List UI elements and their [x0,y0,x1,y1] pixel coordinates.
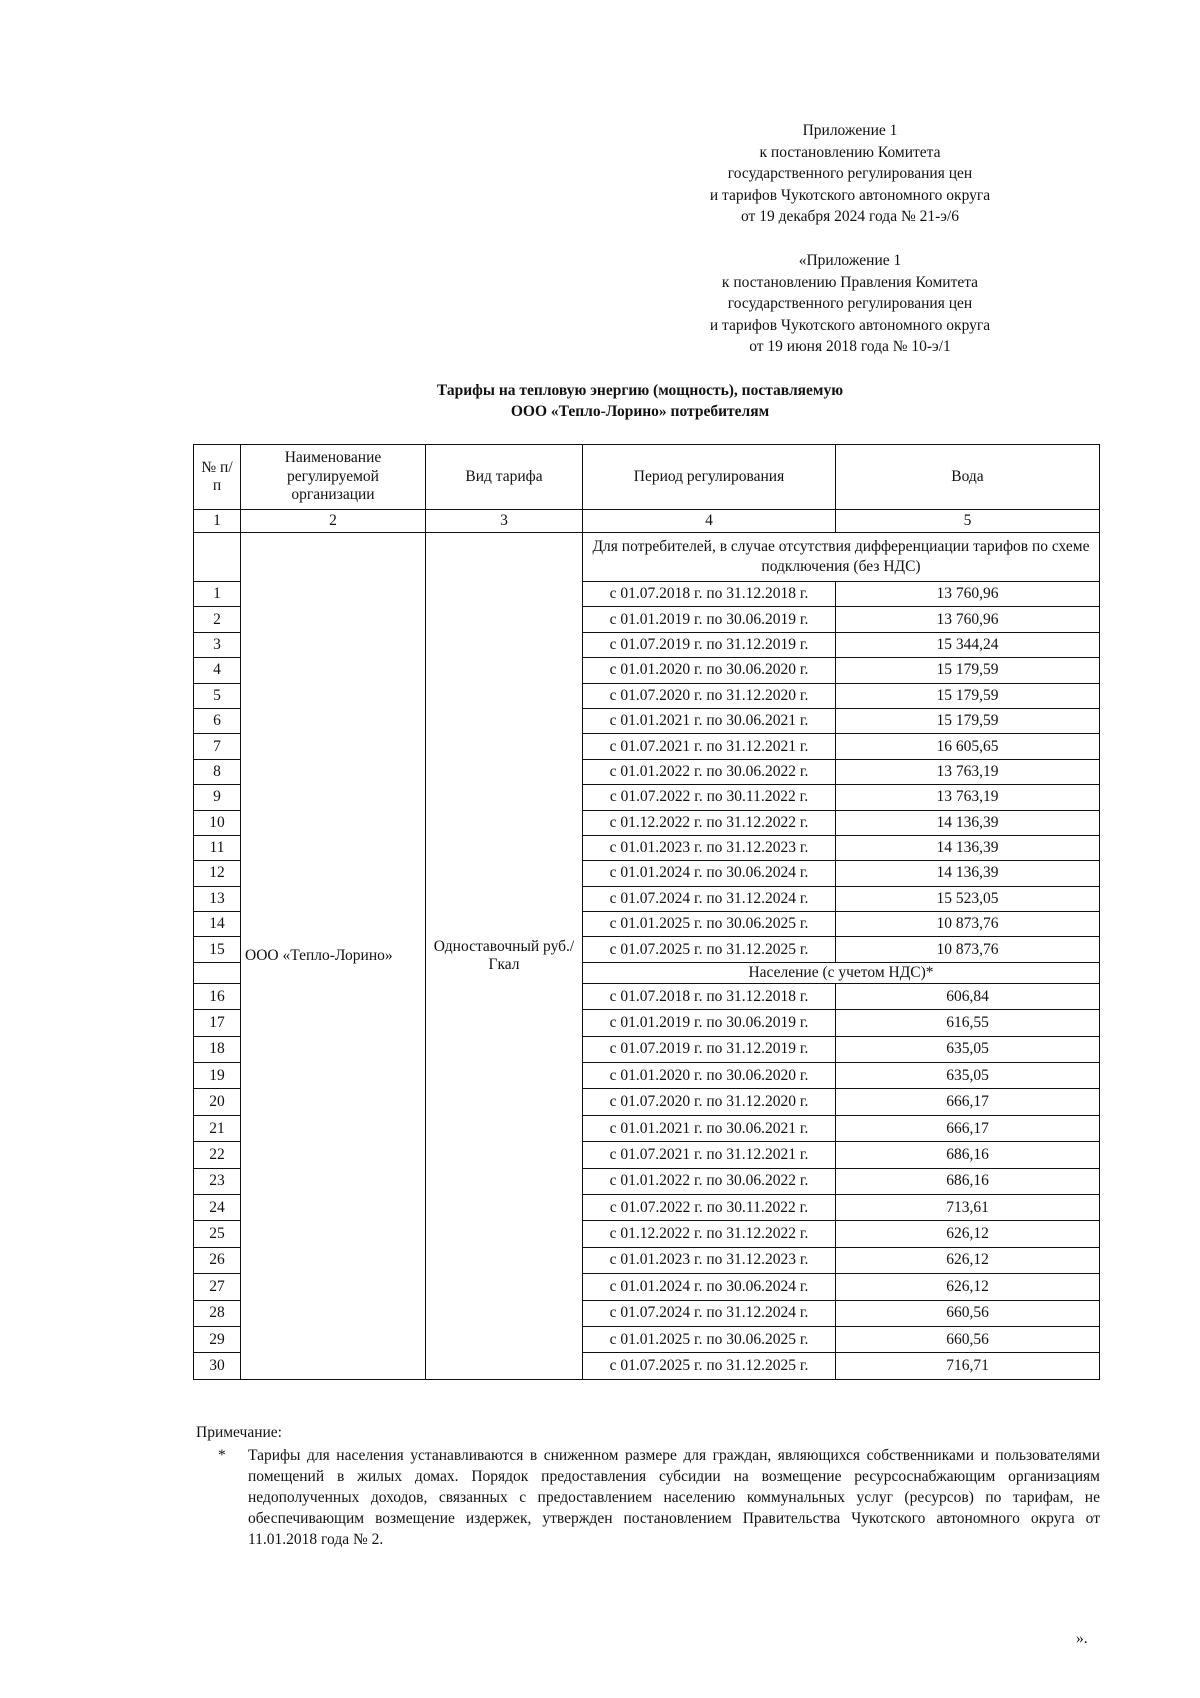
row-number: 21 [194,1115,241,1141]
period-cell: с 01.01.2020 г. по 30.06.2020 г. [583,1063,836,1089]
row-number: 25 [194,1221,241,1247]
group-header-row [194,533,1100,582]
row-number: 24 [194,1194,241,1220]
period-cell: с 01.07.2024 г. по 31.12.2024 г. [583,886,836,911]
row-number: 2 [194,607,241,632]
row-number: 23 [194,1168,241,1194]
period-cell: с 01.07.2020 г. по 31.12.2020 г. [583,683,836,708]
period-cell: с 01.07.2025 г. по 31.12.2025 г. [583,937,836,962]
period-cell: с 01.07.2022 г. по 30.11.2022 г. [583,785,836,810]
water-value-cell: 15 179,59 [836,708,1100,733]
row-number: 9 [194,785,241,810]
period-cell: с 01.01.2025 г. по 30.06.2025 г. [583,1326,836,1352]
footnote [196,1422,1100,1550]
water-value-cell: 14 136,39 [836,810,1100,835]
water-value-cell: 626,12 [836,1221,1100,1247]
water-value-cell: 13 763,19 [836,759,1100,784]
period-cell: с 01.01.2019 г. по 30.06.2019 г. [583,1010,836,1036]
water-value-cell: 626,12 [836,1247,1100,1273]
original-appendix-header-line: к постановлению Правления Комитета [721,273,979,291]
period-cell: с 01.07.2019 г. по 31.12.2019 г. [583,1036,836,1062]
footnote-item [196,1445,1100,1550]
header-period: Период регулирования [583,445,836,510]
organization-cell: ООО «Тепло-Лорино» [241,533,426,1380]
header-tariff-type: Вид тарифа [426,445,583,510]
row-number: 3 [194,632,241,657]
footnote-text: Тарифы для населения устанавливаются в сниженном размере для граждан, являющихся собственниками и пользователями помещений в жилых домах. Порядок предоставления субсидии на возмещение ресурсоснабжающим организациям недополученных доходов, связанных с предоставлением населению коммунальных услуг (ресурсов) по тарифам, не обеспечивающим возмещение издержек, утвержден постановлением Правительства Чукотского автономного округа от 11.01.2018 года № 2. [248,1447,1100,1548]
period-cell: с 01.07.2024 г. по 31.12.2024 г. [583,1300,836,1326]
water-value-cell: 13 760,96 [836,607,1100,632]
tariff-type-cell: Одноставочный руб./Гкал [426,533,583,1380]
period-cell: с 01.07.2021 г. по 31.12.2021 г. [583,1142,836,1168]
water-value-cell: 15 344,24 [836,632,1100,657]
water-value-cell: 660,56 [836,1300,1100,1326]
row-number: 7 [194,734,241,759]
period-cell: с 01.07.2021 г. по 31.12.2021 г. [583,734,836,759]
water-value-cell: 10 873,76 [836,937,1100,962]
row-number: 22 [194,1142,241,1168]
water-value-cell: 666,17 [836,1089,1100,1115]
water-value-cell: 660,56 [836,1326,1100,1352]
row-number: 28 [194,1300,241,1326]
water-value-cell: 13 763,19 [836,785,1100,810]
row-number: 26 [194,1247,241,1273]
appendix-header-line: к постановлению Комитета [759,143,941,161]
water-value-cell: 635,05 [836,1063,1100,1089]
period-cell: с 01.01.2022 г. по 30.06.2022 г. [583,759,836,784]
tariff-table-body [194,533,1100,1380]
period-cell: с 01.01.2024 г. по 30.06.2024 г. [583,1274,836,1300]
table-header-row [194,445,1100,510]
water-value-cell: 666,17 [836,1115,1100,1141]
row-number: 4 [194,658,241,683]
document-title-line: ООО «Тепло-Лорино» потребителям [510,403,770,420]
water-value-cell: 14 136,39 [836,835,1100,860]
closing-quote: ». [1076,1630,1088,1647]
row-number: 12 [194,861,241,886]
period-cell: с 01.01.2023 г. по 31.12.2023 г. [583,1247,836,1273]
row-number: 16 [194,983,241,1009]
period-cell: с 01.07.2022 г. по 30.11.2022 г. [583,1194,836,1220]
appendix-header-line: государственного регулирования цен [727,165,973,182]
row-number: 6 [194,708,241,733]
period-cell: с 01.01.2022 г. по 30.06.2022 г. [583,1168,836,1194]
period-cell: с 01.12.2022 г. по 31.12.2022 г. [583,810,836,835]
water-value-cell: 716,71 [836,1353,1100,1379]
column-number: 5 [836,510,1100,533]
row-number: 20 [194,1089,241,1115]
group-number-cell [194,962,241,983]
footnote-title: Примечание: [196,1424,282,1441]
water-value-cell: 15 523,05 [836,886,1100,911]
water-value-cell: 10 873,76 [836,912,1100,937]
period-cell: с 01.01.2020 г. по 30.06.2020 г. [583,658,836,683]
original-appendix-header-line: от 19 июня 2018 года № 10-э/1 [749,338,951,355]
appendix-header-line: от 19 декабря 2024 года № 21-э/6 [741,208,959,225]
water-value-cell: 616,55 [836,1010,1100,1036]
period-cell: с 01.01.2025 г. по 30.06.2025 г. [583,912,836,937]
row-number: 1 [194,582,241,607]
water-value-cell: 14 136,39 [836,861,1100,886]
water-value-cell: 686,16 [836,1168,1100,1194]
column-number: 1 [194,510,241,533]
header-organization: Наименование регулируемой организации [241,445,426,510]
period-cell: с 01.12.2022 г. по 31.12.2022 г. [583,1221,836,1247]
period-cell: с 01.01.2023 г. по 31.12.2023 г. [583,835,836,860]
period-cell: с 01.07.2018 г. по 31.12.2018 г. [583,983,836,1009]
period-cell: с 01.07.2020 г. по 31.12.2020 г. [583,1089,836,1115]
row-number: 10 [194,810,241,835]
appendix-header-line: и тарифов Чукотского автономного округа [709,186,991,204]
row-number: 15 [194,937,241,962]
original-appendix-header-line: и тарифов Чукотского автономного округа [709,316,991,334]
group-title-consumers: Для потребителей, в случае отсутствия дифференциации тарифов по схеме подключения (без НДС) [583,533,1100,582]
water-value-cell: 15 179,59 [836,683,1100,708]
water-value-cell: 606,84 [836,983,1100,1009]
original-appendix-header-line: государственного регулирования цен [727,295,973,312]
header-number: № п/п [194,445,241,510]
tariff-table [193,444,1100,1380]
water-value-cell: 626,12 [836,1274,1100,1300]
water-value-cell: 713,61 [836,1194,1100,1220]
water-value-cell: 15 179,59 [836,658,1100,683]
header-water: Вода [836,445,1100,510]
original-appendix-header [680,250,1020,358]
period-cell: с 01.01.2021 г. по 30.06.2021 г. [583,708,836,733]
column-number: 3 [426,510,583,533]
period-cell: с 01.07.2025 г. по 31.12.2025 г. [583,1353,836,1379]
column-number-row [194,510,1100,533]
column-number: 2 [241,510,426,533]
row-number: 17 [194,1010,241,1036]
row-number: 8 [194,759,241,784]
row-number: 5 [194,683,241,708]
row-number: 13 [194,886,241,911]
period-cell: с 01.07.2018 г. по 31.12.2018 г. [583,582,836,607]
document-title [180,380,1100,422]
water-value-cell: 13 760,96 [836,582,1100,607]
group-title-population: Население (с учетом НДС)* [583,962,1100,983]
row-number: 30 [194,1353,241,1379]
column-number: 4 [583,510,836,533]
appendix-header [680,120,1020,228]
row-number: 18 [194,1036,241,1062]
footnote-mark: * [218,1447,226,1464]
water-value-cell: 16 605,65 [836,734,1100,759]
water-value-cell: 635,05 [836,1036,1100,1062]
group-number-cell [194,533,241,582]
row-number: 14 [194,912,241,937]
period-cell: с 01.01.2021 г. по 30.06.2021 г. [583,1115,836,1141]
original-appendix-header-line: «Приложение 1 [798,252,902,269]
row-number: 11 [194,835,241,860]
period-cell: с 01.07.2019 г. по 31.12.2019 г. [583,632,836,657]
period-cell: с 01.01.2024 г. по 30.06.2024 г. [583,861,836,886]
row-number: 27 [194,1274,241,1300]
period-cell: с 01.01.2019 г. по 30.06.2019 г. [583,607,836,632]
row-number: 19 [194,1063,241,1089]
water-value-cell: 686,16 [836,1142,1100,1168]
row-number: 29 [194,1326,241,1352]
document-title-line: Тарифы на тепловую энергию (мощность), поставляемую [436,382,844,399]
appendix-header-line: Приложение 1 [802,122,898,139]
